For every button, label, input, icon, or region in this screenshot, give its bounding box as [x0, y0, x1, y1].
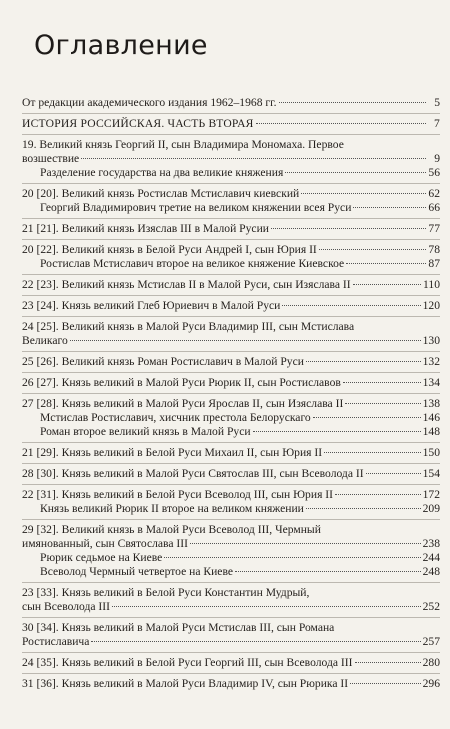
page-number: 209: [422, 502, 440, 515]
dot-leader: [256, 123, 426, 124]
toc-entry: [22, 463, 440, 481]
toc-entry: [22, 425, 440, 439]
dot-leader: [335, 494, 421, 495]
toc-entry-line: [22, 152, 440, 166]
toc-entry: [22, 201, 440, 215]
toc-entry-text: Великаго: [22, 334, 68, 347]
toc-entry-line: [22, 222, 440, 236]
toc-entry: [22, 411, 440, 425]
toc-entry-text: 20 [20]. Великий князь Ростислав Мстиславич киевский: [22, 187, 300, 200]
toc-entry-line: [40, 166, 440, 180]
dot-leader: [306, 508, 421, 509]
toc-entry-line: [40, 201, 440, 215]
toc-entry-line: [22, 537, 440, 551]
toc-entry-line: [22, 376, 440, 390]
dot-leader: [81, 158, 426, 159]
toc-entry: [22, 96, 440, 110]
toc-entry: [22, 617, 440, 649]
toc-entry-text: Разделение государства на два великие княжения: [40, 166, 284, 179]
toc-entry-text: 21 [21]. Великий князь Изяслав III в Малой Русии: [22, 222, 269, 235]
dot-leader: [353, 207, 426, 208]
toc-entry: [22, 442, 440, 460]
toc-entry: [22, 551, 440, 565]
page-number: 134: [422, 376, 440, 389]
page-number: 148: [422, 425, 440, 438]
toc-entry-line: [22, 117, 440, 131]
dot-leader: [345, 403, 420, 404]
toc-entry-text: 22 [23]. Великий князь Мстислав II в Малой Руси, сын Изяслава II: [22, 278, 351, 291]
toc-entry-line: [40, 551, 440, 565]
toc-entry-line: [22, 397, 440, 411]
dot-leader: [235, 571, 421, 572]
dot-leader: [285, 172, 426, 173]
dot-leader: [301, 193, 426, 194]
toc-entry-text: 31 [36]. Князь великий в Малой Руси Владимир IV, сын Рюрика II: [22, 677, 349, 690]
dot-leader: [271, 228, 426, 229]
page-number: 296: [422, 677, 440, 690]
dot-leader: [324, 452, 421, 453]
toc-entry-text: Мстислав Ростиславич, хисчник престола Белорускаго: [40, 411, 311, 424]
page-number: 132: [422, 355, 440, 368]
toc-entry-line: [22, 488, 440, 502]
toc-entry: [22, 239, 440, 257]
toc-entry-line: [40, 425, 440, 439]
dot-leader: [346, 263, 426, 264]
dot-leader: [353, 284, 421, 285]
toc-entry-text: 29 [32]. Великий князь в Малой Руси Всеволод III, Чермный: [22, 523, 321, 536]
page-number: 78: [428, 243, 440, 256]
page-number: 138: [422, 397, 440, 410]
toc-entry-line: [40, 565, 440, 579]
toc-entry: [22, 502, 440, 516]
toc-entry-line: [22, 243, 440, 257]
toc-entry-text: имянованный, сын Святослава III: [22, 537, 188, 550]
toc-entry: [22, 673, 440, 691]
toc-entry-text: 23 [33]. Князь великий в Белой Руси Константин Мудрый,: [22, 586, 310, 599]
page-number: 252: [422, 600, 440, 613]
toc-entry: [22, 652, 440, 670]
toc-entry-text: Князь великий Рюрик II второе на великом княжении: [40, 502, 304, 515]
page-number: 7: [434, 117, 440, 130]
page-number: 66: [428, 201, 440, 214]
toc-entry: [22, 351, 440, 369]
toc-entry-text: сын Всеволода III: [22, 600, 111, 613]
toc-entry-line: [22, 467, 440, 481]
toc-entry-line: [22, 677, 440, 691]
toc-entry-line: [40, 411, 440, 425]
toc-entry-line: [22, 635, 440, 649]
page-number: 130: [422, 334, 440, 347]
toc-entry-text: От редакции академического издания 1962–1968 гг.: [22, 96, 277, 109]
toc-entry: [22, 582, 440, 614]
toc-entry-text: ИСТОРИЯ РОССИЙСКАЯ. ЧАСТЬ ВТОРАЯ: [22, 117, 254, 130]
toc-entry-text: Роман второе великий князь в Малой Руси: [40, 425, 251, 438]
table-of-contents: [22, 96, 440, 691]
toc-entry: [22, 484, 440, 502]
toc-entry-text: Георгий Владимирович третие на великом княжении всея Руси: [40, 201, 352, 214]
toc-entry: [22, 372, 440, 390]
toc-entry-line: [22, 656, 440, 670]
toc-entry-line: [22, 600, 440, 614]
toc-entry-line: [22, 355, 440, 369]
page-number: 280: [422, 656, 440, 669]
page-number: 9: [434, 152, 440, 165]
toc-entry: [22, 295, 440, 313]
page-number: 248: [422, 565, 440, 578]
dot-leader: [112, 606, 421, 607]
dot-leader: [164, 557, 420, 558]
dot-leader: [343, 382, 421, 383]
toc-entry: [22, 257, 440, 271]
toc-entry: [22, 316, 440, 348]
toc-entry-text: 27 [28]. Князь великий в Малой Руси Ярослав II, сын Изяслава II: [22, 397, 344, 410]
page-number: 146: [422, 411, 440, 424]
dot-leader: [190, 543, 421, 544]
dot-leader: [253, 431, 421, 432]
page-number: 5: [434, 96, 440, 109]
toc-entry: [22, 113, 440, 131]
page-number: 172: [422, 488, 440, 501]
toc-entry-text: 26 [27]. Князь великий в Малой Руси Рюрик II, сын Ростиславов: [22, 376, 341, 389]
page-number: 257: [422, 635, 440, 648]
toc-entry-text: 30 [34]. Князь великий в Малой Руси Мстислав III, сын Романа: [22, 621, 335, 634]
toc-entry-text: возшествие: [22, 152, 80, 165]
toc-entry: [22, 393, 440, 411]
toc-entry-line: [40, 257, 440, 271]
page-number: 62: [428, 187, 440, 200]
toc-entry: [22, 166, 440, 180]
toc-entry: [22, 565, 440, 579]
page-number: 244: [422, 551, 440, 564]
toc-entry: [22, 274, 440, 292]
toc-entry-text: 23 [24]. Князь великий Глеб Юриевич в Малой Руси: [22, 299, 281, 312]
toc-entry-text: Ростислав Мстиславич второе на великое княжение Киевское: [40, 257, 345, 270]
toc-entry-text: 19. Великий князь Георгий II, сын Владимира Мономаха. Первое: [22, 138, 344, 151]
toc-entry-line: [40, 502, 440, 516]
toc-entry-text: 28 [30]. Князь великий в Малой Руси Святослав III, сын Всеволода II: [22, 467, 364, 480]
page-number: 150: [422, 446, 440, 459]
dot-leader: [91, 641, 420, 642]
toc-entry-line: [22, 278, 440, 292]
toc-entry-text: 25 [26]. Великий князь Роман Ростиславич в Малой Руси: [22, 355, 304, 368]
toc-entry-text: 24 [25]. Великий князь в Малой Руси Владимир III, сын Мстислава: [22, 320, 355, 333]
toc-entry: [22, 134, 440, 166]
toc-entry-text: 20 [22]. Великий князь в Белой Руси Андрей I, сын Юрия II: [22, 243, 317, 256]
page-number: 56: [428, 166, 440, 179]
dot-leader: [319, 249, 426, 250]
toc-entry-line: [22, 187, 440, 201]
dot-leader: [313, 417, 421, 418]
page-number: 238: [422, 537, 440, 550]
dot-leader: [70, 340, 421, 341]
toc-entry-text: 22 [31]. Князь великий в Белой Руси Всеволод III, сын Юрия II: [22, 488, 334, 501]
toc-entry-text: Ростиславича: [22, 635, 90, 648]
dot-leader: [366, 473, 421, 474]
toc-entry-line: [22, 446, 440, 460]
toc-entry: [22, 183, 440, 201]
dot-leader: [282, 305, 420, 306]
dot-leader: [355, 662, 421, 663]
page-title: Оглавление: [34, 30, 208, 61]
dot-leader: [350, 683, 420, 684]
dot-leader: [306, 361, 421, 362]
toc-entry: [22, 519, 440, 551]
toc-entry-text: Рюрик седьмое на Киеве: [40, 551, 163, 564]
page-number: 87: [428, 257, 440, 270]
page-number: 154: [422, 467, 440, 480]
page-number: 77: [428, 222, 440, 235]
page-number: 110: [423, 278, 440, 291]
toc-entry: [22, 218, 440, 236]
dot-leader: [279, 102, 427, 103]
toc-entry-line: [22, 96, 440, 110]
toc-entry-line: [22, 299, 440, 313]
page-number: 120: [422, 299, 440, 312]
toc-entry-text: 24 [35]. Князь великий в Белой Руси Георгий III, сын Всеволода III: [22, 656, 353, 669]
toc-entry-line: [22, 334, 440, 348]
toc-entry-text: Всеволод Чермный четвертое на Киеве: [40, 565, 234, 578]
toc-entry-text: 21 [29]. Князь великий в Белой Руси Михаил II, сын Юрия II: [22, 446, 323, 459]
